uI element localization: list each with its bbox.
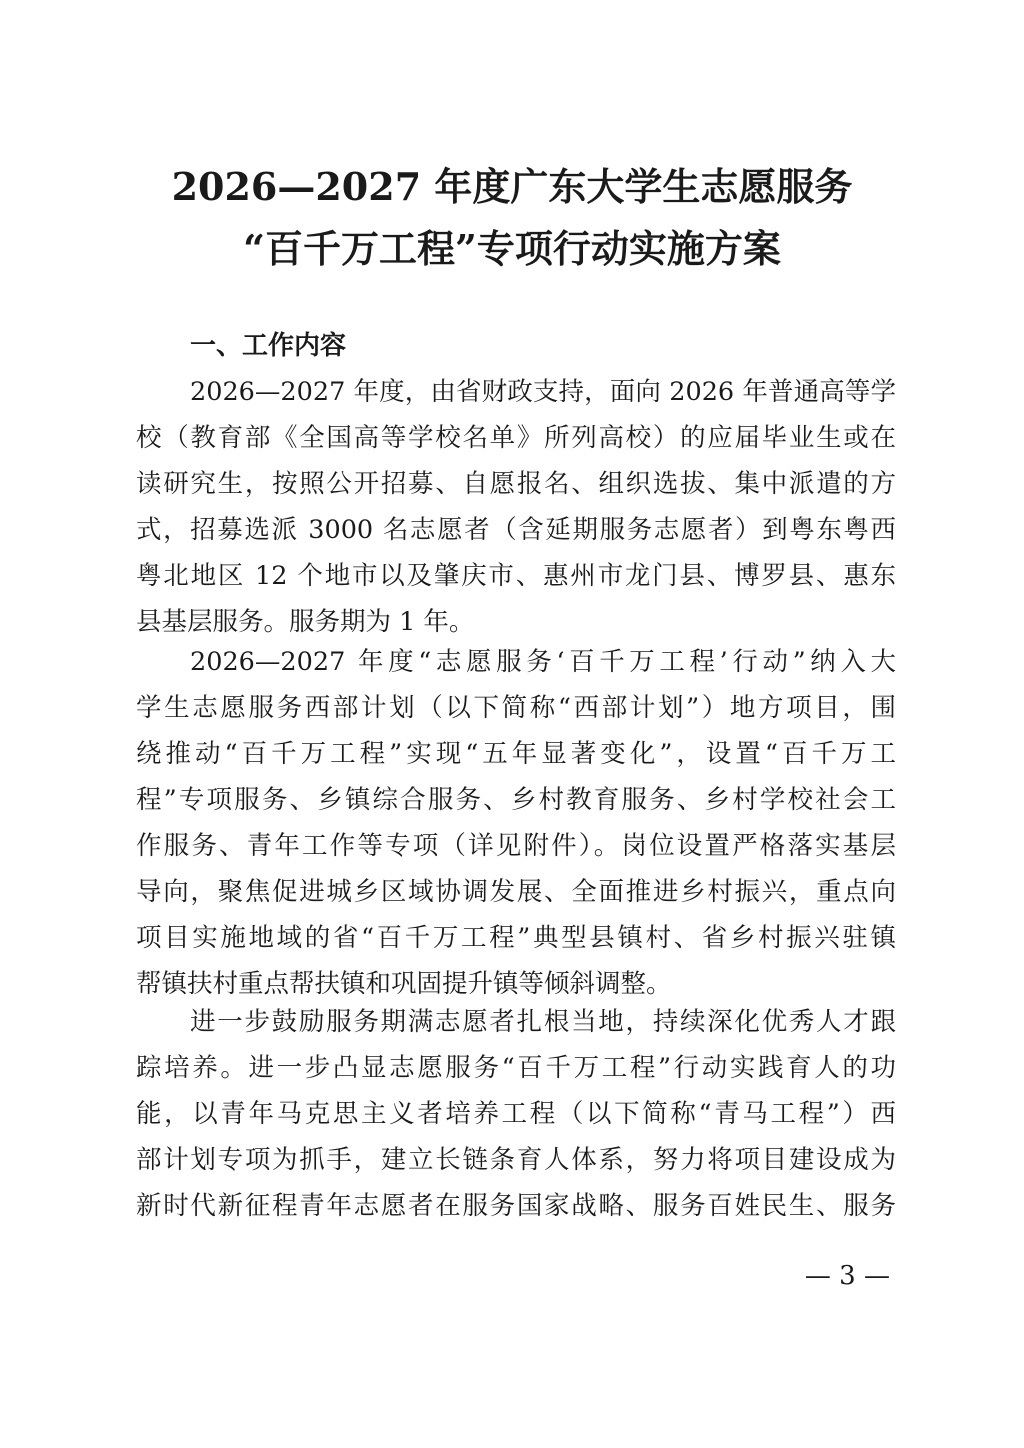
paragraph-line: 导向，聚焦促进城乡区域协调发展、全面推进乡村振兴，重点向 bbox=[136, 877, 896, 907]
paragraph-line: 校（教育部《全国高等学校名单》所列高校）的应届毕业生或在 bbox=[136, 423, 896, 453]
page-number: — 3 — bbox=[804, 1261, 890, 1291]
paragraph-line: 能，以青年马克思主义者培养工程（以下简称“青马工程”）西 bbox=[136, 1099, 896, 1129]
paragraph-line: 县基层服务。服务期为 1 年。 bbox=[136, 607, 475, 637]
paragraph-line: 踪培养。进一步凸显志愿服务“百千万工程”行动实践育人的功 bbox=[136, 1053, 896, 1083]
paragraph-line: 部计划专项为抓手，建立长链条育人体系，努力将项目建设成为 bbox=[136, 1145, 896, 1175]
paragraph-1 bbox=[136, 369, 896, 645]
section-heading: 一、工作内容 bbox=[190, 331, 347, 361]
paragraph-2 bbox=[136, 639, 896, 1007]
paragraph-3 bbox=[136, 999, 896, 1229]
paragraph-line: 项目实施地域的省“百千万工程”典型县镇村、省乡村振兴驻镇 bbox=[136, 923, 896, 953]
document-title-line-2: “百千万工程”专项行动实施方案 bbox=[243, 226, 781, 271]
document-title-line-1: 2026—2027 年度广东大学生志愿服务 bbox=[171, 164, 853, 209]
paragraph-line: 式，招募选派 3000 名志愿者（含延期服务志愿者）到粤东粤西 bbox=[136, 515, 896, 545]
paragraph-line: 新时代新征程青年志愿者在服务国家战略、服务百姓民生、服务 bbox=[136, 1191, 896, 1221]
paragraph-line: 读研究生，按照公开招募、自愿报名、组织选拔、集中派遣的方 bbox=[136, 469, 896, 499]
paragraph-line: 粤北地区 12 个地市以及肇庆市、惠州市龙门县、博罗县、惠东 bbox=[136, 561, 896, 591]
paragraph-line: 程”专项服务、乡镇综合服务、乡村教育服务、乡村学校社会工 bbox=[136, 785, 896, 815]
paragraph-line: 学生志愿服务西部计划（以下简称“西部计划”）地方项目，围 bbox=[136, 693, 896, 723]
paragraph-line: 帮镇扶村重点帮扶镇和巩固提升镇等倾斜调整。 bbox=[136, 969, 672, 999]
paragraph-line: 绕推动“百千万工程”实现“五年显著变化”，设置“百千万工 bbox=[136, 739, 896, 769]
paragraph-line: 进一步鼓励服务期满志愿者扎根当地，持续深化优秀人才跟 bbox=[190, 1007, 896, 1037]
paragraph-line: 2026—2027 年度“志愿服务‘百千万工程’行动”纳入大 bbox=[190, 647, 896, 677]
paragraph-line: 2026—2027 年度，由省财政支持，面向 2026 年普通高等学 bbox=[190, 377, 896, 407]
paragraph-line: 作服务、青年工作等专项（详见附件）。岗位设置严格落实基层 bbox=[136, 831, 896, 861]
